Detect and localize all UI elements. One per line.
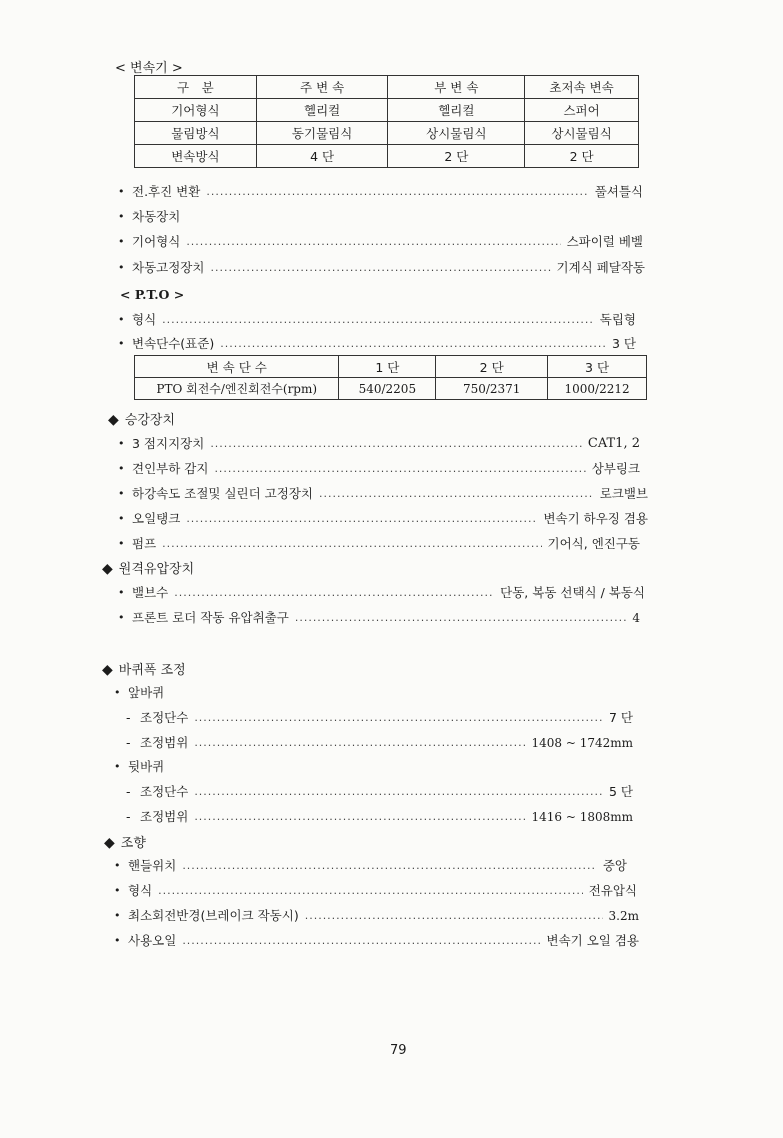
leader-dots (186, 510, 537, 528)
leader-dots (194, 783, 603, 801)
bullet-icon: • (118, 611, 125, 624)
item-label: 전.후진 변환 (132, 184, 201, 199)
item-value: 5 단 (608, 784, 633, 799)
leader-dots (210, 259, 550, 277)
item-label: 기어형식 (132, 234, 181, 249)
leader-dots (214, 460, 585, 478)
item-label: 차동장치 (132, 209, 181, 224)
bullet-icon: • (118, 462, 125, 475)
table-header-row (135, 356, 647, 378)
item-value: 중앙 (602, 858, 627, 873)
item-value: 3 단 (611, 336, 636, 351)
table-cell: 540/2205 (339, 378, 436, 400)
bullet-icon: • (118, 235, 125, 248)
steering-heading (104, 832, 146, 851)
item-value: 1408 ~ 1742mm (531, 736, 633, 750)
bullet-icon: • (118, 337, 125, 350)
diamond-icon: ◆ (102, 662, 113, 678)
list-item (118, 460, 640, 478)
list-item (126, 734, 633, 752)
leader-dots (182, 932, 540, 950)
table-header-cell: 부 변 속 (388, 76, 525, 99)
dash-mark: - (126, 809, 131, 824)
bullet-icon: • (118, 261, 125, 274)
item-label: 형식 (128, 883, 153, 898)
list-item (114, 932, 639, 950)
list-item (114, 684, 414, 702)
item-value: 7 단 (608, 710, 633, 725)
table-cell: 변속방식 (135, 145, 257, 168)
item-value: 기계식 페달작동 (556, 260, 645, 275)
pto-table (134, 355, 647, 400)
item-label: 차동고정장치 (132, 260, 205, 275)
leader-dots (194, 808, 525, 826)
dash-mark: - (126, 735, 131, 750)
table-row (135, 99, 639, 122)
leader-dots (194, 709, 603, 727)
bullet-icon: • (114, 884, 121, 897)
item-value: 변속기 오일 겸용 (546, 933, 639, 948)
item-value: 변속기 하우징 겸용 (543, 511, 648, 526)
item-label: 앞바퀴 (128, 685, 165, 700)
diamond-icon: ◆ (104, 835, 115, 851)
bullet-icon: • (114, 859, 121, 872)
table-header-row (135, 76, 639, 99)
list-item (114, 758, 414, 776)
page-number: 79 (390, 1043, 407, 1058)
list-item (114, 857, 627, 875)
table-cell: 물림방식 (135, 122, 257, 145)
bullet-icon: • (118, 586, 125, 599)
list-item (114, 907, 639, 925)
table-row (135, 145, 639, 168)
list-item (118, 584, 645, 602)
steering-heading-label: 조향 (120, 836, 146, 851)
list-item (126, 783, 633, 801)
list-item (118, 183, 643, 201)
item-value: 스파이럴 베벨 (566, 234, 643, 249)
transmission-table (134, 75, 639, 168)
leader-dots (182, 857, 597, 875)
lift-heading-label: 승강장치 (124, 413, 176, 428)
list-item (118, 311, 636, 329)
leader-dots (206, 183, 588, 201)
item-label: 조정범위 (140, 809, 189, 824)
bullet-icon: • (118, 185, 125, 198)
table-cell: PTO 회전수/엔진회전수(rpm) (135, 378, 339, 400)
item-label: 펌프 (132, 536, 157, 551)
item-label: 변속단수(표준) (132, 336, 215, 351)
leader-dots (194, 734, 525, 752)
table-cell: 상시물림식 (388, 122, 525, 145)
table-row (135, 122, 639, 145)
item-label: 프론트 로더 작동 유압취출구 (132, 610, 289, 625)
item-label: 형식 (132, 312, 157, 327)
table-cell: 1000/2212 (548, 378, 647, 400)
item-value: 풀셔틀식 (594, 184, 643, 199)
item-label: 조정범위 (140, 735, 189, 750)
bullet-icon: • (118, 537, 125, 550)
table-cell: 헬리컬 (256, 99, 388, 122)
leader-dots (162, 311, 594, 329)
bullet-icon: • (114, 909, 121, 922)
table-cell: 2 단 (388, 145, 525, 168)
list-item (118, 609, 640, 627)
item-label: 3 점지지장치 (132, 436, 205, 451)
list-item (118, 335, 636, 353)
item-label: 오일탱크 (132, 511, 181, 526)
table-cell: 헬리컬 (388, 99, 525, 122)
item-label: 하강속도 조절및 실린더 고정장치 (132, 486, 313, 501)
bullet-icon: • (118, 437, 125, 450)
list-item (114, 882, 637, 900)
table-header-cell: 초저속 변속 (525, 76, 639, 99)
table-row (135, 378, 647, 400)
table-header-cell: 1 단 (339, 356, 436, 378)
leader-dots (186, 233, 560, 251)
item-value: 3.2m (608, 909, 639, 923)
dash-mark: - (126, 784, 131, 799)
item-label: 사용오일 (128, 933, 177, 948)
list-item (126, 709, 633, 727)
lift-heading (108, 409, 175, 428)
item-label: 핸들위치 (128, 858, 177, 873)
item-value: CAT1, 2 (587, 436, 640, 451)
bullet-icon: • (114, 934, 121, 947)
leader-dots (220, 335, 606, 353)
table-cell: 기어형식 (135, 99, 257, 122)
item-value: 1416 ~ 1808mm (531, 810, 633, 824)
transmission-heading: < 변속기 > (115, 61, 183, 76)
table-header-cell: 2 단 (436, 356, 548, 378)
item-label: 조정단수 (140, 710, 189, 725)
list-item (118, 535, 640, 553)
table-cell: 4 단 (256, 145, 388, 168)
diamond-icon: ◆ (102, 561, 113, 577)
table-header-cell: 주 변 속 (256, 76, 388, 99)
item-value: 상부링크 (591, 461, 640, 476)
remote-heading (102, 558, 194, 577)
item-value: 로크밸브 (599, 486, 648, 501)
leader-dots (319, 485, 594, 503)
remote-heading-label: 원격유압장치 (118, 562, 195, 577)
list-item (118, 208, 643, 226)
bullet-icon: • (118, 512, 125, 525)
leader-dots (174, 584, 494, 602)
item-value: 전유압식 (588, 883, 637, 898)
leader-dots (295, 609, 627, 627)
item-label: 뒷바퀴 (128, 759, 165, 774)
pto-heading: < P.T.O > (120, 287, 185, 302)
item-value: 독립형 (599, 312, 636, 327)
list-item (118, 435, 640, 453)
table-cell: 상시물림식 (525, 122, 639, 145)
list-item (126, 808, 633, 826)
bullet-icon: • (118, 487, 125, 500)
item-value: 기어식, 엔진구동 (547, 536, 640, 551)
leader-dots (305, 907, 603, 925)
list-item (118, 233, 643, 251)
leader-dots (158, 882, 583, 900)
table-header-cell: 구 분 (135, 76, 257, 99)
leader-dots (210, 435, 582, 453)
leader-dots (162, 535, 541, 553)
table-cell: 750/2371 (436, 378, 548, 400)
bullet-icon: • (118, 313, 125, 326)
item-value: 4 (632, 611, 640, 625)
item-label: 최소회전반경(브레이크 작동시) (128, 908, 299, 923)
item-label: 밸브수 (132, 585, 169, 600)
list-item (118, 259, 645, 277)
table-cell: 동기물림식 (256, 122, 388, 145)
table-cell: 스퍼어 (525, 99, 639, 122)
bullet-icon: • (118, 210, 125, 223)
bullet-icon: • (114, 760, 121, 773)
list-item (118, 485, 648, 503)
table-header-cell: 3 단 (548, 356, 647, 378)
item-value: 단동, 복동 선택식 / 복동식 (500, 585, 645, 600)
table-cell: 2 단 (525, 145, 639, 168)
item-label: 조정단수 (140, 784, 189, 799)
dash-mark: - (126, 710, 131, 725)
diamond-icon: ◆ (108, 412, 119, 428)
table-header-cell: 변 속 단 수 (135, 356, 339, 378)
list-item (118, 510, 648, 528)
wheel-heading-label: 바퀴폭 조정 (118, 663, 186, 678)
item-label: 견인부하 감지 (132, 461, 209, 476)
wheel-heading (102, 659, 186, 678)
bullet-icon: • (114, 686, 121, 699)
